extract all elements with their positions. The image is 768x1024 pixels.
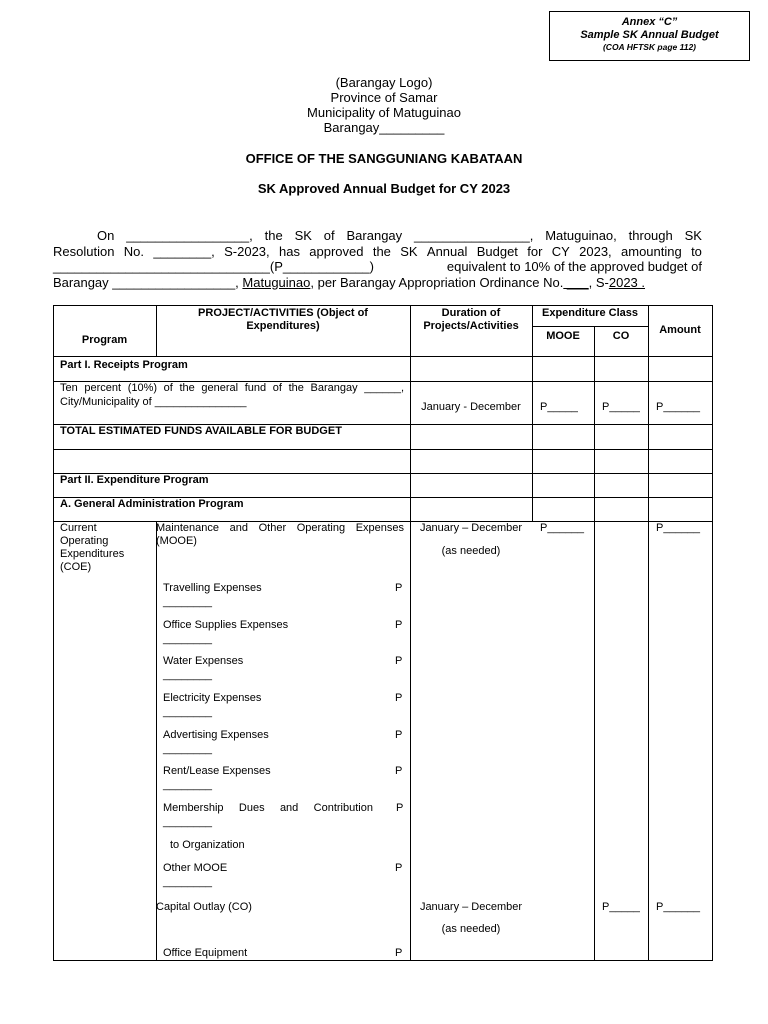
part1-label: Part I. Receipts Program bbox=[60, 359, 188, 371]
coe-line: (COE) bbox=[60, 561, 92, 573]
col-divider bbox=[648, 521, 649, 961]
expense-item-label: Travelling Expenses bbox=[163, 582, 262, 594]
membership-blank: ________ bbox=[163, 816, 212, 828]
header-mooe: MOOE bbox=[546, 330, 580, 342]
expense-item-blank: ________ bbox=[163, 596, 212, 608]
header-projects-line2: Expenditures) bbox=[246, 320, 320, 332]
table-border-bottom bbox=[53, 960, 713, 961]
col-divider bbox=[594, 521, 595, 961]
office-equipment-label: Office Equipment bbox=[163, 947, 248, 959]
other-mooe-peso: P bbox=[395, 862, 403, 874]
col-divider bbox=[648, 305, 649, 521]
row-divider bbox=[53, 449, 713, 450]
row-divider bbox=[53, 356, 713, 357]
table-border-left bbox=[53, 305, 54, 961]
para-line-3: ______________________________(P____________) equivalent to 10% of the approved budget of bbox=[53, 259, 702, 274]
receipts-co: P_____ bbox=[602, 401, 640, 413]
co-as-needed: (as needed) bbox=[441, 923, 501, 935]
mooe-total-amount: P______ bbox=[656, 522, 701, 534]
expense-item-label: Advertising Expenses bbox=[163, 729, 269, 741]
header-projects-line1: PROJECT/ACTIVITIES (Object of bbox=[198, 307, 368, 319]
municipality-line: Municipality of Matuguinao bbox=[307, 105, 461, 120]
receipts-line2: City/Municipality of _______________ bbox=[60, 396, 247, 408]
resolution-paragraph bbox=[53, 228, 702, 290]
header-duration-line1: Duration of bbox=[441, 307, 501, 319]
coe-line: Current bbox=[60, 522, 97, 534]
coe-line: Operating bbox=[60, 535, 109, 547]
annex-box bbox=[549, 11, 750, 61]
expense-item-blank: ________ bbox=[163, 706, 212, 718]
expense-item-blank: ________ bbox=[163, 633, 212, 645]
expense-item-label: Office Supplies Expenses bbox=[163, 619, 289, 631]
para-line-4: Barangay _________________, Matuguinao, per Barangay Appropriation Ordinance No. ___, S-2023 . bbox=[53, 274, 646, 290]
expense-item-blank: ________ bbox=[163, 669, 212, 681]
province-line: Province of Samar bbox=[330, 90, 438, 105]
to-organization: to Organization bbox=[170, 839, 245, 851]
capital-outlay-label: Capital Outlay (CO) bbox=[156, 901, 252, 913]
budget-table bbox=[53, 305, 713, 961]
expense-item-peso: P bbox=[395, 582, 403, 594]
expense-item-peso: P bbox=[395, 692, 403, 704]
header-program: Program bbox=[81, 334, 128, 346]
expense-item-blank: ________ bbox=[163, 779, 212, 791]
co-duration: January – December bbox=[419, 901, 523, 913]
mooe-title-line2: (MOOE) bbox=[156, 535, 197, 547]
coe-line: Expenditures bbox=[60, 548, 125, 560]
membership-label: Membership Dues and Contribution bbox=[163, 802, 373, 814]
expense-item-blank: ________ bbox=[163, 743, 212, 755]
expense-item-peso: P bbox=[395, 765, 403, 777]
logo-placeholder: (Barangay Logo) bbox=[335, 75, 433, 90]
header-expenditure-class: Expenditure Class bbox=[542, 307, 638, 319]
receipts-line1: Ten percent (10%) of the general fund of the Barangay ______, bbox=[60, 382, 404, 394]
co-total-amount: P______ bbox=[656, 901, 701, 913]
header-amount: Amount bbox=[659, 324, 701, 336]
expense-item-peso: P bbox=[395, 619, 403, 631]
para-line-1: On _________________, the SK of Barangay ________________, Matuguinao, through SK bbox=[97, 228, 702, 243]
section-a-label: A. General Administration Program bbox=[60, 498, 244, 510]
table-border-right bbox=[712, 305, 713, 961]
total-funds-label: TOTAL ESTIMATED FUNDS AVAILABLE FOR BUDGET bbox=[60, 425, 342, 437]
header-duration-line2: Projects/Activities bbox=[423, 320, 519, 332]
other-mooe-blank: ________ bbox=[163, 876, 212, 888]
mooe-duration: January – December bbox=[419, 522, 523, 534]
mooe-as-needed: (as needed) bbox=[441, 545, 501, 557]
office-equipment-peso: P bbox=[395, 947, 403, 959]
expense-item-peso: P bbox=[395, 655, 403, 667]
receipts-amount: P______ bbox=[656, 401, 701, 413]
table-border-top bbox=[53, 305, 713, 306]
para-line-2: Resolution No. ________, S-2023, has approved the SK Annual Budget for CY 2023, amounting to bbox=[53, 243, 702, 259]
mooe-title-line1: Maintenance and Other Operating Expenses bbox=[156, 522, 404, 534]
col-divider bbox=[156, 521, 157, 961]
barangay-line: Barangay_________ bbox=[323, 120, 445, 135]
annex-reference: (COA HFTSK page 112) bbox=[602, 42, 697, 52]
part2-label: Part II. Expenditure Program bbox=[60, 474, 209, 486]
expense-item-label: Electricity Expenses bbox=[163, 692, 262, 704]
membership-peso: P bbox=[396, 802, 404, 814]
annex-subtitle: Sample SK Annual Budget bbox=[580, 29, 719, 41]
mooe-mooe-amount: P______ bbox=[540, 522, 585, 534]
other-mooe-label: Other MOOE bbox=[163, 862, 228, 874]
budget-title: SK Approved Annual Budget for CY 2023 bbox=[257, 181, 511, 196]
expense-item-peso: P bbox=[395, 729, 403, 741]
header-co: CO bbox=[612, 330, 630, 342]
expense-item-label: Rent/Lease Expenses bbox=[163, 765, 271, 777]
co-co-amount: P_____ bbox=[602, 901, 640, 913]
receipts-mooe: P_____ bbox=[540, 401, 578, 413]
row-divider bbox=[532, 326, 648, 327]
expense-item-label: Water Expenses bbox=[163, 655, 244, 667]
annex-title: Annex “C” bbox=[621, 16, 678, 28]
office-title: OFFICE OF THE SANGGUNIANG KABATAAN bbox=[245, 151, 523, 166]
receipts-duration: January - December bbox=[421, 401, 521, 413]
